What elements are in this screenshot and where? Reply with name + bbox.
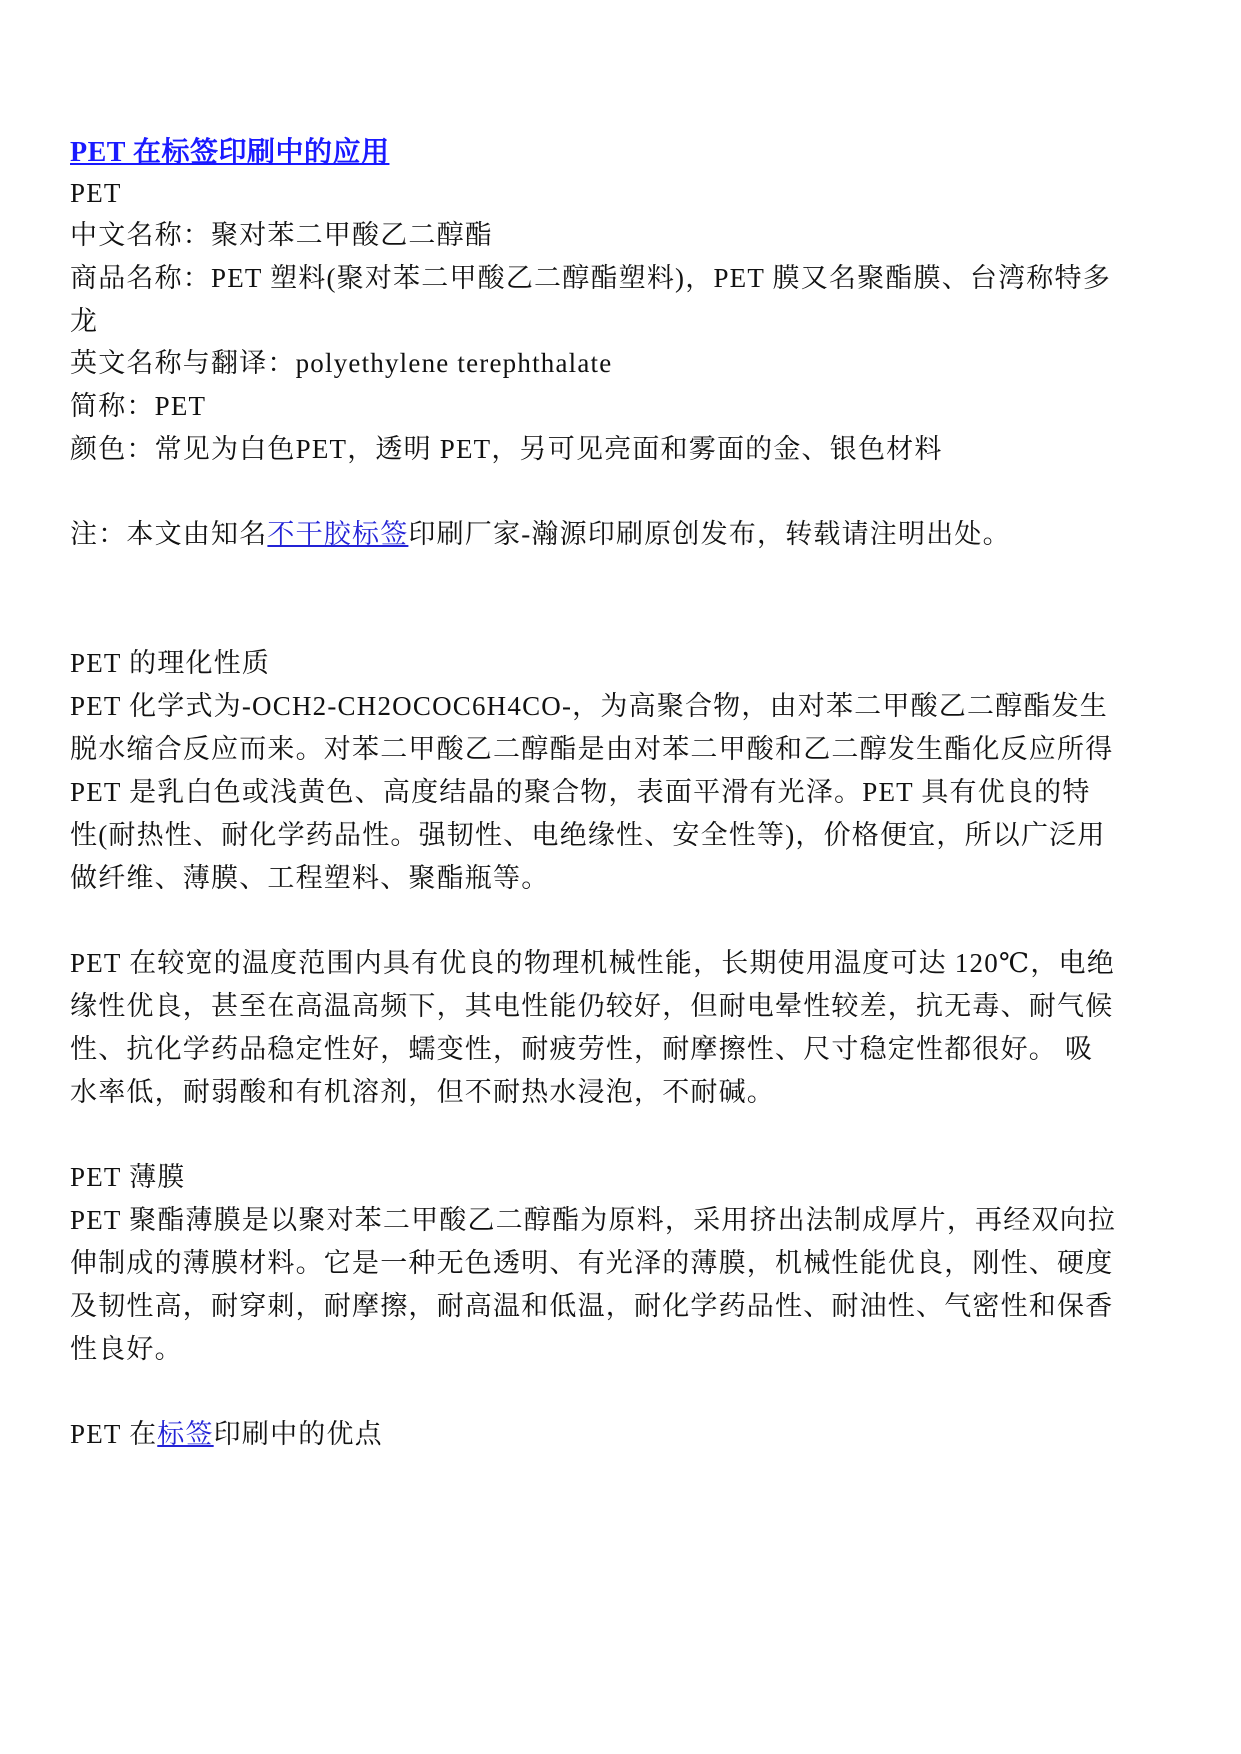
section3-line: 性良好。 <box>70 1334 183 1364</box>
section4-link-label[interactable]: 标签 <box>157 1419 214 1449</box>
section3-line: 伸制成的薄膜材料。它是一种无色透明、有光泽的薄膜，机械性能优良，刚性、硬度 <box>70 1248 1114 1278</box>
section3-line: PET 聚酯薄膜是以聚对苯二甲酸乙二醇酯为原料，采用挤出法制成厚片，再经双向拉 <box>70 1205 1117 1235</box>
note-line <box>70 517 1011 551</box>
intro-trade-name-line-2: 龙 <box>70 306 99 336</box>
section1-line: PET 化学式为-OCH2-CH2OCOC6H4CO-，为高聚合物，由对苯二甲酸乙二醇酯发生 <box>70 691 1108 721</box>
page-title[interactable]: PET 在标签印刷中的应用 <box>70 137 390 168</box>
section1-line: 性(耐热性、耐化学药品性。强韧性、电绝缘性、安全性等)，价格便宜，所以广泛用 <box>70 820 1106 850</box>
section2-line: 缘性优良，甚至在高温高频下，其电性能仍较好，但耐电晕性较差，抗无毒、耐气候 <box>70 991 1114 1021</box>
note-after: 印刷厂家-瀚源印刷原创发布，转载请注明出处。 <box>408 519 1011 549</box>
section4-heading-after: 印刷中的优点 <box>213 1419 383 1449</box>
section1-heading: PET 的理化性质 <box>70 648 271 678</box>
section1-line: 做纤维、薄膜、工程塑料、聚酯瓶等。 <box>70 863 550 893</box>
intro-abbr: 简称：PET <box>70 391 207 421</box>
section4-heading <box>70 1417 383 1451</box>
section4-heading-before: PET 在 <box>70 1419 158 1449</box>
section1-line: PET 是乳白色或浅黄色、高度结晶的聚合物，表面平滑有光泽。PET 具有优良的特 <box>70 777 1091 807</box>
intro-cn-name: 中文名称：聚对苯二甲酸乙二醇酯 <box>70 220 493 250</box>
section2-line: 水率低，耐弱酸和有机溶剂，但不耐热水浸泡，不耐碱。 <box>70 1077 775 1107</box>
section2-line: PET 在较宽的温度范围内具有优良的物理机械性能，长期使用温度可达 120℃，电绝 <box>70 948 1115 978</box>
intro-en-name: 英文名称与翻译：polyethylene terephthalate <box>70 348 613 378</box>
note-before: 注：本文由知名 <box>70 519 268 549</box>
intro-name: PET <box>70 178 122 208</box>
intro-trade-name-line-1: 商品名称：PET 塑料(聚对苯二甲酸乙二醇酯塑料)，PET 膜又名聚酯膜、台湾称特多 <box>70 263 1111 293</box>
section3-heading: PET 薄膜 <box>70 1162 186 1192</box>
section1-line: 脱水缩合反应而来。对苯二甲酸乙二醇酯是由对苯二甲酸和乙二醇发生酯化反应所得 <box>70 734 1114 764</box>
note-link-label-sticker[interactable]: 不干胶标签 <box>267 519 409 549</box>
section2-line: 性、抗化学药品稳定性好，蠕变性，耐疲劳性，耐摩擦性、尺寸稳定性都很好。 吸 <box>70 1034 1094 1064</box>
intro-color: 颜色：常见为白色PET，透明 PET，另可见亮面和雾面的金、银色材料 <box>70 434 943 464</box>
section3-line: 及韧性高，耐穿刺，耐摩擦，耐高温和低温，耐化学药品性、耐油性、气密性和保香 <box>70 1291 1114 1321</box>
